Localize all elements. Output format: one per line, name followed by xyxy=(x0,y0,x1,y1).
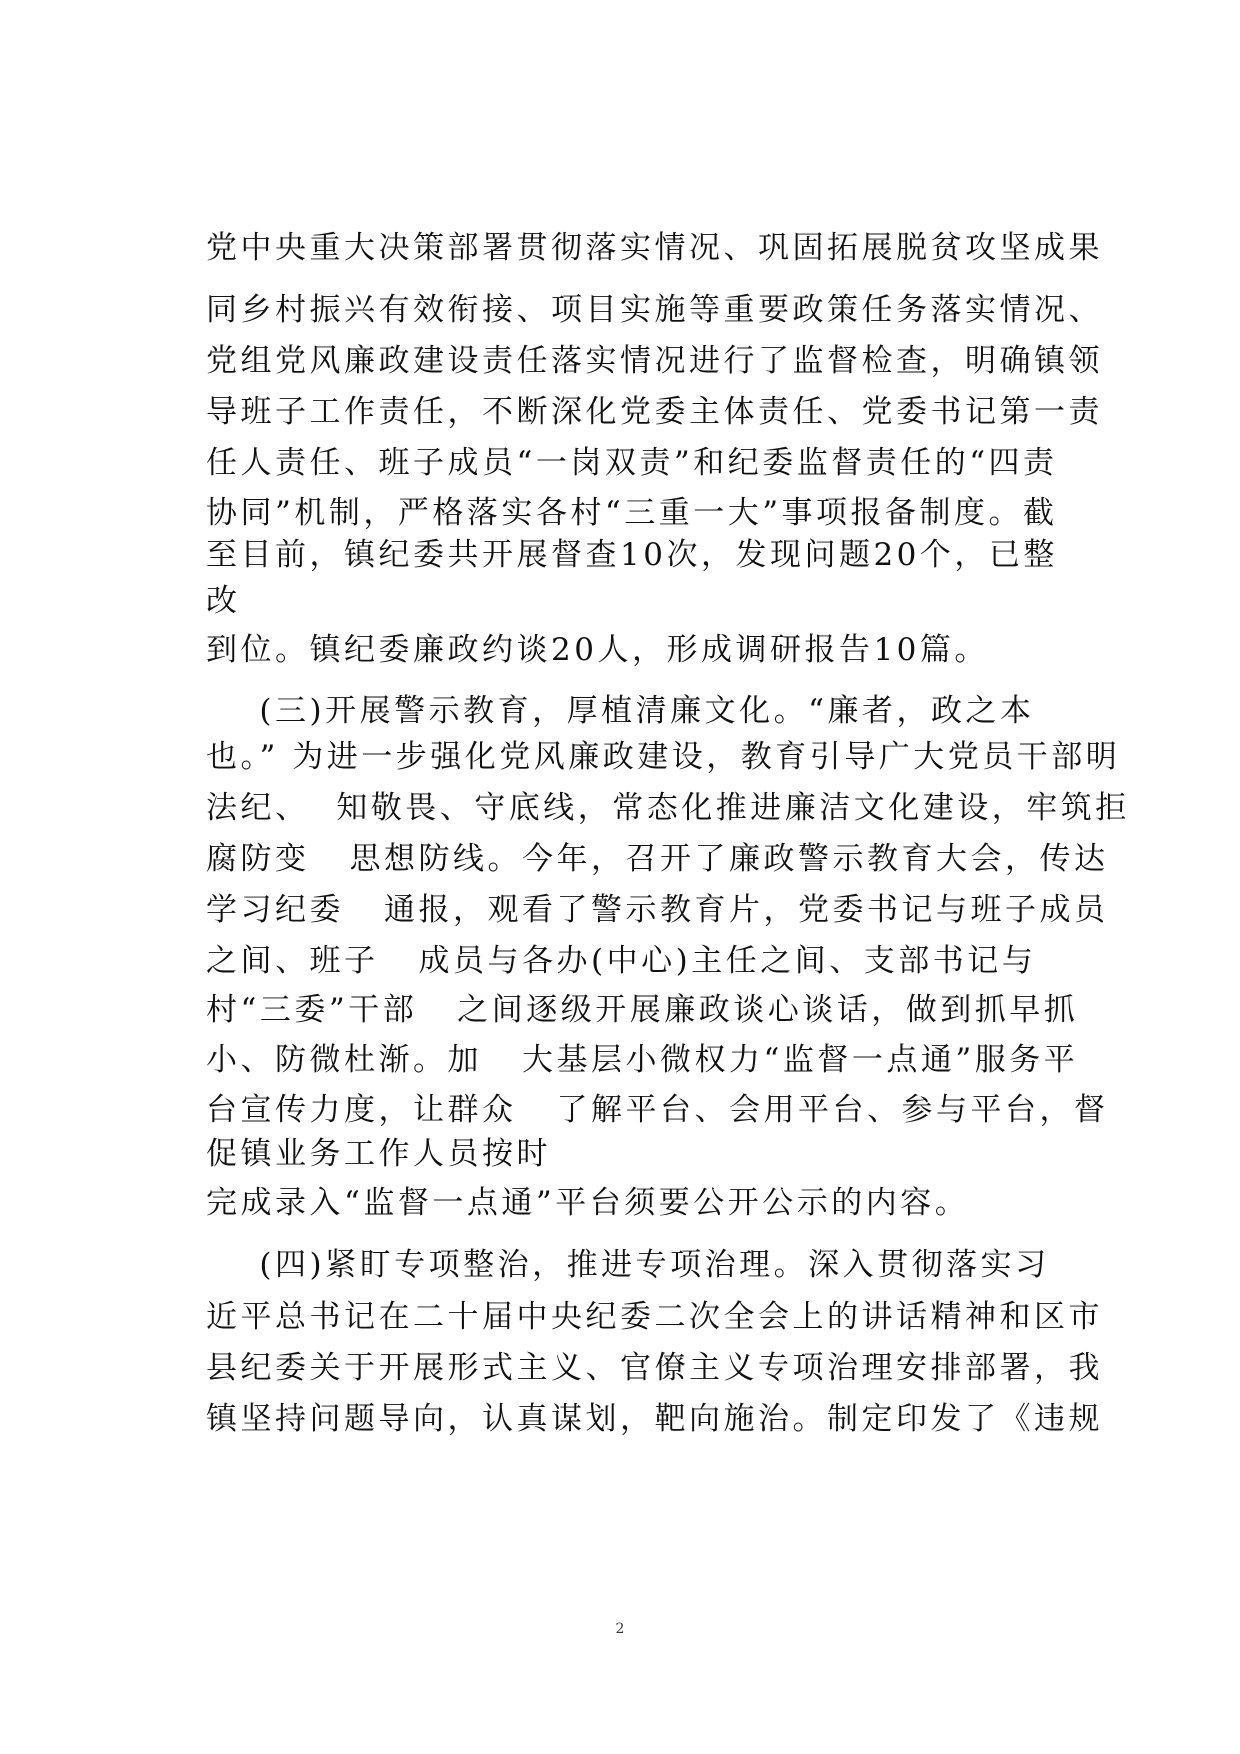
text-line: 也。” 为进一步强化党风廉政建设，教育引导广大党员干部明 xyxy=(206,739,1121,775)
text-line: 党中央重大决策部署贯彻落实情况、巩固拓展脱贫攻坚成果 xyxy=(206,230,1103,266)
text-line: 近平总书记在二十届中央纪委二次全会上的讲话精神和区市 xyxy=(206,1299,1103,1335)
text-line: 任人责任、班子成员“一岗双责”和纪委监督责任的“四责 xyxy=(206,445,1058,481)
text-line: 党组党风廉政建设责任落实情况进行了监督检查，明确镇领 xyxy=(206,343,1103,379)
text-line: (四)紧盯专项整治，推进专项治理。深入贯彻落实习 xyxy=(206,1247,1050,1283)
text-line: 镇坚持问题导向，认真谋划，靶向施治。制定印发了《违规 xyxy=(206,1401,1103,1437)
text-line: (三)开展警示教育，厚植清廉文化。“廉者，政之本 xyxy=(206,693,1035,729)
text-line: 至目前，镇纪委共开展督查10次，发现问题20个，已整 xyxy=(206,537,1058,573)
text-line: 同乡村振兴有效衔接、项目实施等重要政策任务落实情况、 xyxy=(206,292,1103,328)
text-line: 台宣传力度，让群众 了解平台、会用平台、参与平台，督 xyxy=(206,1092,1109,1128)
text-line: 县纪委关于开展形式主义、官僚主义专项治理安排部署，我 xyxy=(206,1350,1103,1386)
page-number: 2 xyxy=(615,1621,625,1637)
text-line: 促镇业务工作人员按时 xyxy=(206,1136,551,1172)
text-line: 法纪、 知敬畏、守底线，常态化推进廉洁文化建设，牢筑拒 xyxy=(206,790,1130,826)
text-line: 改 xyxy=(206,583,241,619)
text-line: 到位。镇纪委廉政约谈20人，形成调研报告10篇。 xyxy=(206,632,989,668)
text-line: 腐防变 思想防线。今年，召开了廉政警示教育大会，传达 xyxy=(206,841,1109,877)
text-line: 完成录入“监督一点通”平台须要公开公示的内容。 xyxy=(206,1185,970,1221)
text-line: 导班子工作责任，不断深化党委主体责任、党委书记第一责 xyxy=(206,394,1103,430)
text-line: 协同”机制，严格落实各村“三重一大”事项报备制度。截 xyxy=(206,495,1058,531)
text-line: 之间、班子 成员与各办(中心)主任之间、支部书记与 xyxy=(206,943,1037,979)
text-line: 学习纪委 通报，观看了警示教育片，党委书记与班子成员 xyxy=(206,892,1109,928)
text-line: 村“三委”干部 之间逐级开展廉政谈心谈话，做到抓早抓 xyxy=(206,992,1079,1028)
text-line: 小、防微杜渐。加 大基层小微权力“监督一点通”服务平 xyxy=(206,1042,1079,1078)
